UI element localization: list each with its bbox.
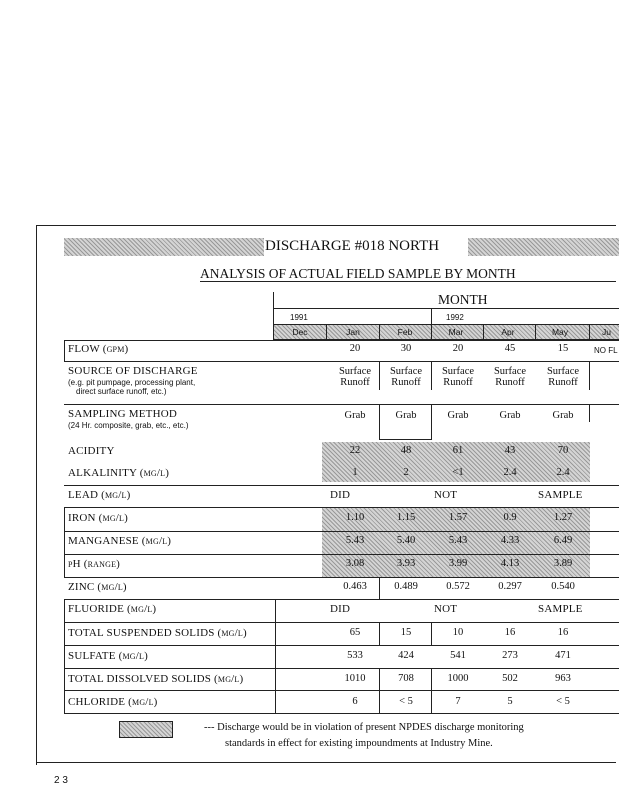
chloride-mar: 7	[455, 696, 461, 707]
tss-feb: 15	[400, 627, 412, 638]
tss-div	[379, 622, 380, 646]
alkalinity-jan: 1	[352, 467, 358, 478]
title-shade-left	[64, 238, 264, 256]
fluoride-sample: SAMPLE	[538, 603, 583, 615]
source-label: SOURCE OF DISCHARGE	[68, 365, 198, 377]
source-apr-1: Surface	[493, 366, 527, 377]
iron-may: 1.27	[553, 512, 573, 523]
lead-did: DID	[330, 489, 351, 501]
top-rule	[36, 225, 616, 226]
fluoride-top	[64, 599, 619, 600]
sulfate-top	[64, 645, 619, 646]
month-dec: Dec	[292, 327, 308, 337]
sampling-div	[431, 404, 432, 440]
source-jan-2: Runoff	[340, 377, 370, 388]
source-div	[589, 362, 590, 390]
flow-label: FLOW (gpm)	[68, 343, 129, 355]
flow-jan: 20	[349, 343, 361, 354]
month-feb: Feb	[397, 327, 413, 337]
tss-may: 16	[557, 627, 569, 638]
iron-top	[64, 507, 619, 508]
tss-mar: 10	[452, 627, 464, 638]
margin-mark: 2 3	[54, 775, 68, 786]
source-sub1: (e.g. pit pumpage, processing plant,	[68, 378, 196, 387]
alkalinity-may: 2.4	[556, 467, 570, 478]
tds-mar: 1000	[447, 673, 469, 684]
iron-feb: 1.15	[396, 512, 416, 523]
tss-top	[64, 622, 619, 623]
tss-div	[431, 622, 432, 646]
sulfate-mar: 541	[450, 650, 466, 661]
sampling-bottom	[379, 439, 432, 440]
chloride-apr: 5	[507, 696, 513, 707]
legend-swatch	[119, 721, 173, 738]
chloride-jan: 6	[352, 696, 358, 707]
flow-mar: 20	[452, 343, 464, 354]
sulfate-jan: 533	[347, 650, 363, 661]
document-subtitle: ANALYSIS OF ACTUAL FIELD SAMPLE BY MONTH	[200, 266, 516, 281]
flow-apr: 45	[504, 343, 516, 354]
ph-bottom	[64, 577, 619, 578]
source-apr-2: Runoff	[495, 377, 525, 388]
source-div	[379, 362, 380, 390]
iron-apr: 0.9	[503, 512, 517, 523]
alkalinity-feb: 2	[403, 467, 409, 478]
chloride-bottom	[64, 713, 619, 714]
source-may-2: Runoff	[548, 377, 578, 388]
alkalinity-label: ALKALINITY (mg/l)	[68, 467, 170, 479]
ph-mar: 3.99	[448, 558, 468, 569]
flow-jun: NO FL	[594, 346, 618, 355]
sampling-sub: (24 Hr. composite, grab, etc., etc.)	[68, 421, 189, 430]
sampling-mar: Grab	[447, 410, 469, 421]
acidity-mar: 61	[452, 445, 464, 456]
month-header: MONTH	[438, 292, 488, 307]
fluoride-right	[275, 599, 276, 713]
source-feb-2: Runoff	[391, 377, 421, 388]
fluoride-left	[64, 599, 65, 713]
source-sub2: direct surface runoff, etc.)	[76, 387, 167, 396]
manganese-apr: 4.33	[500, 535, 520, 546]
month-jan: Jan	[346, 327, 360, 337]
sampling-label: SAMPLING METHOD	[68, 408, 178, 420]
tss-label: TOTAL SUSPENDED SOLIDS (mg/l)	[68, 627, 247, 639]
sulfate-may: 471	[555, 650, 571, 661]
lead-top	[64, 485, 619, 486]
chloride-may: < 5	[556, 696, 570, 707]
zinc-feb: 0.489	[394, 581, 418, 592]
ph-jan: 3.08	[345, 558, 365, 569]
month-mar: Mar	[448, 327, 464, 337]
sampling-may: Grab	[552, 410, 574, 421]
sulfate-feb: 424	[398, 650, 414, 661]
manganese-jan: 5.43	[345, 535, 365, 546]
month-cell-div	[589, 324, 590, 339]
fluoride-not: NOT	[434, 603, 458, 615]
chloride-label: CHLORIDE (mg/l)	[68, 696, 158, 708]
tss-apr: 16	[504, 627, 516, 638]
source-jan-1: Surface	[338, 366, 372, 377]
lead-sample: SAMPLE	[538, 489, 583, 501]
acidity-apr: 43	[504, 445, 516, 456]
acidity-feb: 48	[400, 445, 412, 456]
zinc-div	[379, 577, 380, 599]
tds-may: 963	[555, 673, 571, 684]
flow-bottom	[64, 361, 619, 362]
tds-top	[64, 668, 619, 669]
sampling-div	[379, 404, 380, 440]
month-may: May	[551, 327, 569, 337]
acidity-label: ACIDITY	[68, 445, 115, 457]
sulfate-label: SULFATE (mg/l)	[68, 650, 148, 662]
iron-left	[64, 507, 65, 577]
document-title: DISCHARGE #018 NORTH	[265, 238, 440, 254]
month-cell-div	[379, 324, 380, 339]
month-cell-div	[431, 324, 432, 339]
manganese-may: 6.49	[553, 535, 573, 546]
sulfate-apr: 273	[502, 650, 518, 661]
zinc-jan: 0.463	[343, 581, 367, 592]
zinc-apr: 0.297	[498, 581, 522, 592]
sampling-jan: Grab	[344, 410, 366, 421]
alkalinity-mar: <1	[452, 467, 464, 478]
flow-top	[64, 340, 619, 341]
tds-apr: 502	[502, 673, 518, 684]
month-jun: Ju	[602, 327, 611, 337]
year-1992: 1992	[446, 313, 464, 322]
month-cell-div	[326, 324, 327, 339]
flow-left	[64, 340, 65, 362]
tds-label: TOTAL DISSOLVED SOLIDS (mg/l)	[68, 673, 244, 685]
legend-line-2: standards in effect for existing impoundments at Industry Mine.	[225, 738, 493, 749]
zinc-label: ZINC (mg/l)	[68, 581, 127, 593]
legend-line-1: --- Discharge would be in violation of present NPDES discharge monitoring	[204, 722, 524, 733]
title-shade-right	[468, 238, 619, 256]
source-feb-1: Surface	[389, 366, 423, 377]
year-1991: 1991	[290, 313, 308, 322]
manganese-mar: 5.43	[448, 535, 468, 546]
fluoride-did: DID	[330, 603, 351, 615]
tss-jan: 65	[349, 627, 361, 638]
tds-feb: 708	[398, 673, 414, 684]
sampling-feb: Grab	[395, 410, 417, 421]
source-may-1: Surface	[546, 366, 580, 377]
fluoride-label: FLUORIDE (mg/l)	[68, 603, 157, 615]
alkalinity-apr: 2.4	[503, 467, 517, 478]
manganese-feb: 5.40	[396, 535, 416, 546]
flow-feb: 30	[400, 343, 412, 354]
month-apr: Apr	[501, 327, 515, 337]
sampling-top	[64, 404, 619, 405]
chloride-top	[64, 690, 619, 691]
manganese-label: MANGANESE (mg/l)	[68, 535, 172, 547]
month-cell-div	[535, 324, 536, 339]
ph-feb: 3.93	[396, 558, 416, 569]
lead-label: LEAD (mg/l)	[68, 489, 131, 501]
tds-jan: 1010	[344, 673, 366, 684]
tds-div	[379, 668, 380, 714]
ph-may: 3.89	[553, 558, 573, 569]
flow-may: 15	[557, 343, 569, 354]
acidity-may: 70	[557, 445, 569, 456]
month-cell-div	[483, 324, 484, 339]
ph-top	[64, 554, 619, 555]
iron-jan: 1.10	[345, 512, 365, 523]
month-rule	[273, 308, 619, 309]
sampling-apr: Grab	[499, 410, 521, 421]
zinc-may: 0.540	[551, 581, 575, 592]
ph-label: pH (range)	[68, 558, 121, 570]
month-row-top	[273, 324, 619, 325]
source-mar-1: Surface	[441, 366, 475, 377]
source-mar-2: Runoff	[443, 377, 473, 388]
manganese-top	[64, 531, 619, 532]
iron-mar: 1.57	[448, 512, 468, 523]
tds-div	[431, 668, 432, 714]
left-border	[36, 225, 37, 765]
source-div	[431, 362, 432, 390]
lead-not: NOT	[434, 489, 458, 501]
acidity-jan: 22	[349, 445, 361, 456]
iron-label: IRON (mg/l)	[68, 512, 128, 524]
bottom-rule	[36, 762, 616, 763]
sampling-div	[589, 404, 590, 422]
zinc-mar: 0.572	[446, 581, 470, 592]
ph-apr: 4.13	[500, 558, 520, 569]
chloride-feb: < 5	[399, 696, 413, 707]
